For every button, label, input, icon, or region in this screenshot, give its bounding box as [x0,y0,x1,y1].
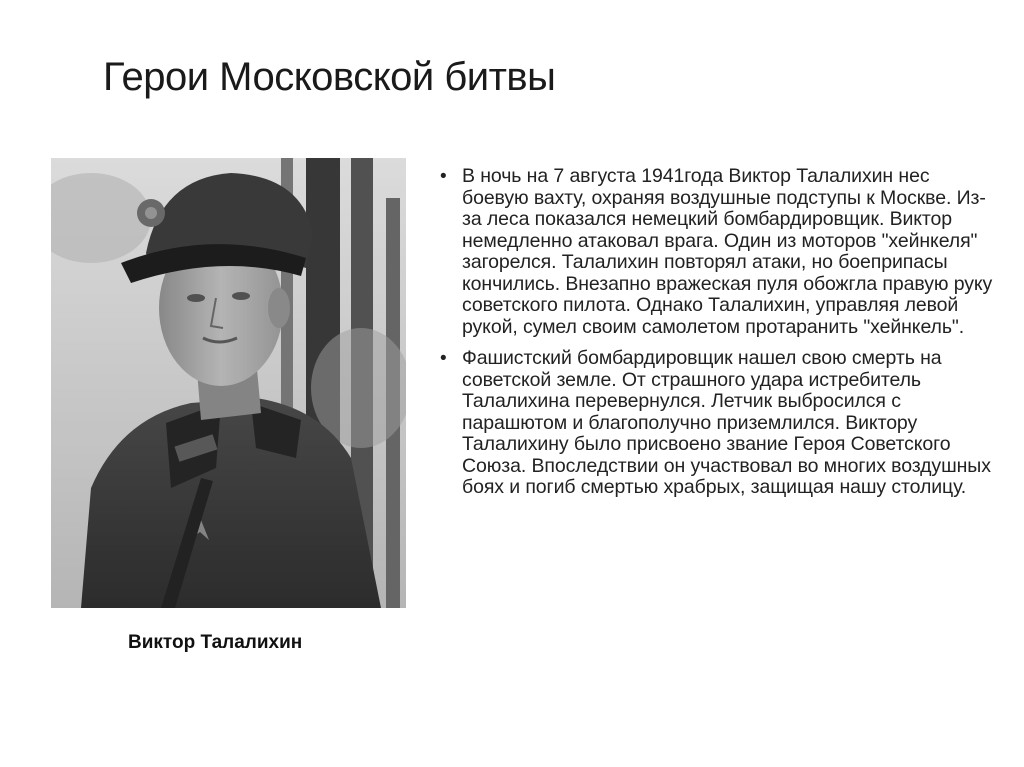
photo-caption: Виктор Талалихин [128,632,303,653]
bullet-item [440,348,996,499]
bullet-icon: • [440,166,447,187]
bullet-text: В ночь на 7 августа 1941года Виктор Талалихин нес боевую вахту, охраняя воздушные подступы к Москве. Из-за леса показался немецкий бомбардировщик. Виктор немедленно атаковал врага. Один из моторов "хейнкеля" загорелся. Талалихин повторял атаки, но боеприпасы кончились. Внезапно вражеская пуля обожгла правую руку советского пилота. Однако Талалихин, управляя левой рукой, сумел своим самолетом протаранить "хейнкель". [462,165,993,338]
bullet-item [440,166,996,338]
portrait-photo [51,158,406,608]
slide-title: Герои Московской битвы [103,55,556,99]
bullet-icon: • [440,348,447,369]
bullet-text: Фашистский бомбардировщик нашел свою смерть на советской земле. От страшного удара истребитель Талалихина перевернулся. Летчик выбросился с парашютом и благополучно приземлился. Виктору Талалихину было присвоено звание Героя Советского Союза. Впоследствии он участвовал во многих воздушных боях и погиб смертью храбрых, защищая нашу столицу. [462,347,991,498]
bullet-list [440,166,996,509]
